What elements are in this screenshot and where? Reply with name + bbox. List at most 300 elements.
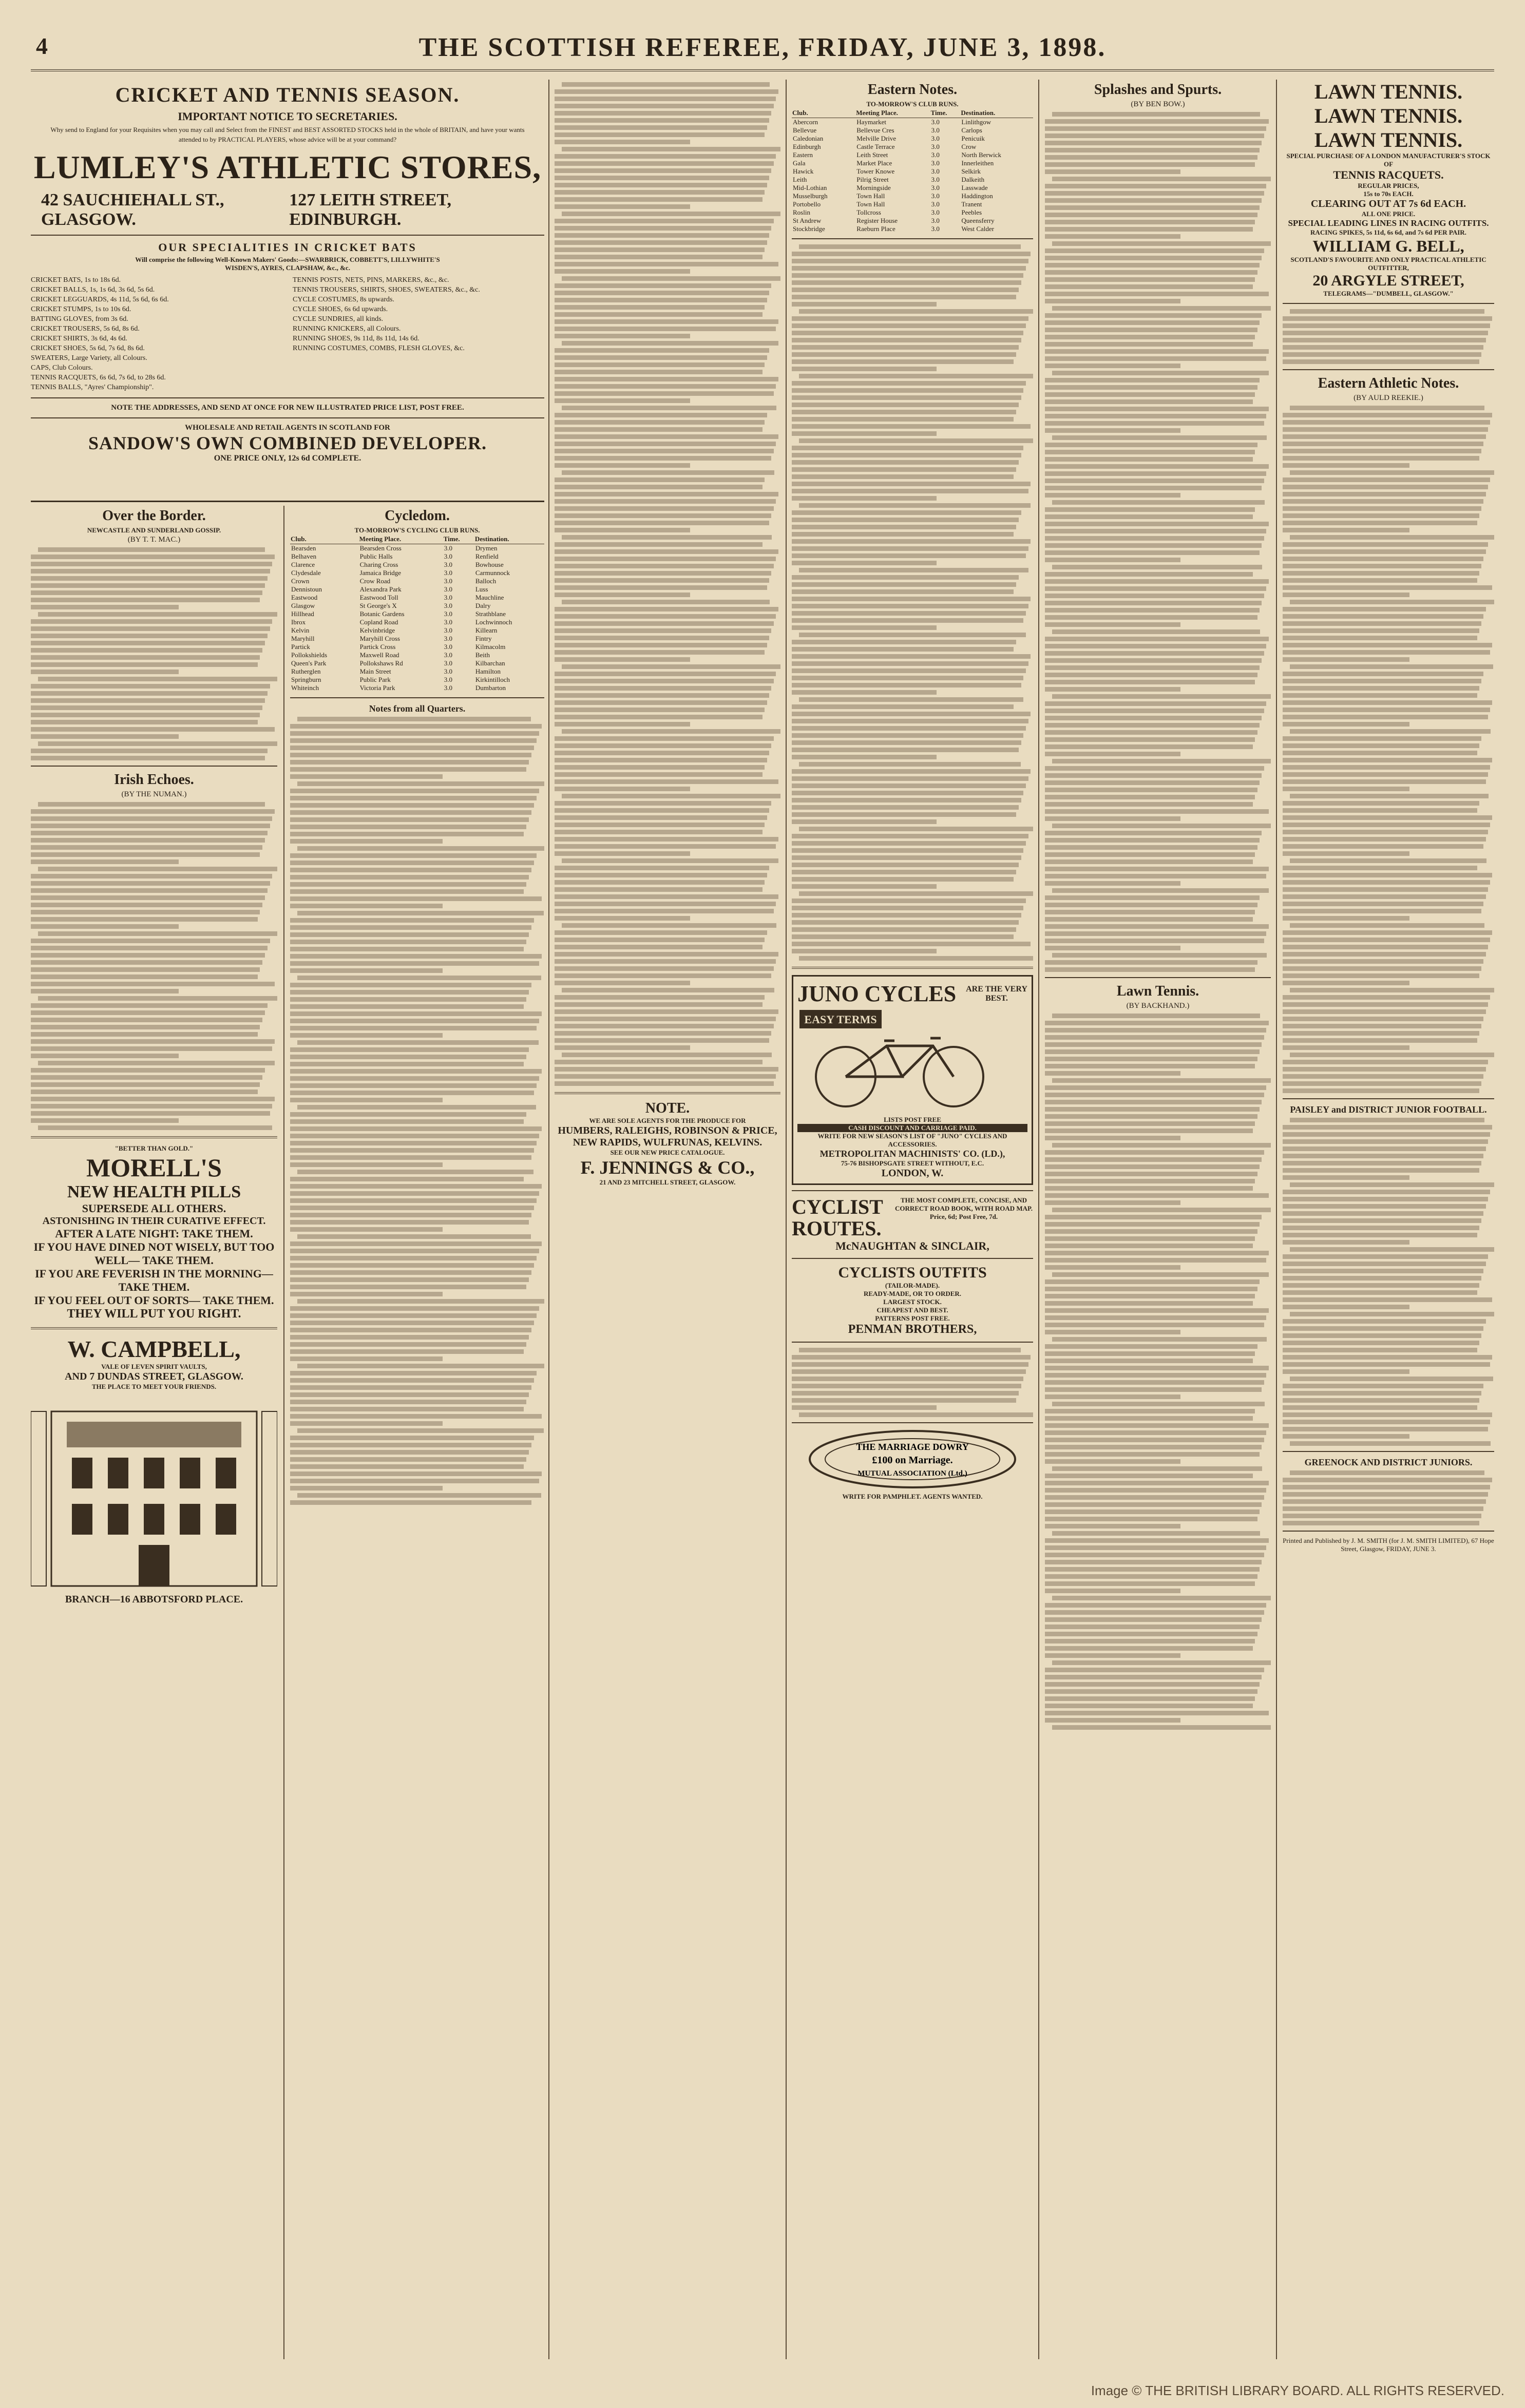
text-line <box>1283 1139 1488 1144</box>
table-cell: 3.0 <box>931 118 940 126</box>
column-header: Club. <box>290 534 359 544</box>
text-line <box>555 528 690 532</box>
text-line <box>792 625 937 630</box>
text-line <box>555 930 767 935</box>
text-line <box>562 470 774 475</box>
text-line <box>1045 1150 1264 1155</box>
text-line <box>1045 550 1260 555</box>
newspaper-title: THE SCOTTISH REFEREE, FRIDAY, JUNE 3, 1898. <box>418 33 1107 62</box>
bell-ad <box>1283 80 1494 298</box>
table-cell: Alexandra Park <box>359 585 402 593</box>
text-line <box>555 442 776 446</box>
table-row <box>792 151 1033 159</box>
greenock-title: GREENOCK AND DISTRICT JUNIORS. <box>1304 1457 1473 1467</box>
text-line <box>1045 1509 1260 1514</box>
juno-title: JUNO CYCLES <box>797 981 957 1006</box>
text-line <box>1283 693 1477 698</box>
text-line <box>555 362 765 367</box>
text-line <box>1283 420 1490 425</box>
text-line <box>1045 148 1260 152</box>
text-line <box>792 719 1028 723</box>
text-line <box>1045 1574 1257 1579</box>
marriage-emblem <box>805 1428 1020 1490</box>
text-line <box>1283 442 1483 446</box>
text-line <box>1052 435 1267 440</box>
table-row <box>290 676 544 684</box>
table-cell: Crow <box>961 143 977 150</box>
bell-product: TENNIS RACQUETS. <box>1333 168 1444 181</box>
text-line <box>1283 1125 1492 1130</box>
text-line <box>1283 787 1409 791</box>
text-line <box>290 753 531 757</box>
text-line <box>1045 881 1180 886</box>
text-line <box>297 1299 544 1304</box>
splashes-byline: (BY BEN BOW.) <box>1131 100 1185 108</box>
text-line <box>555 233 769 238</box>
text-line <box>792 884 937 889</box>
text-line <box>792 1384 1021 1388</box>
text-line <box>555 851 690 856</box>
column-1 <box>31 506 277 2359</box>
table-cell: Lasswade <box>961 184 988 192</box>
table-row <box>792 135 1033 143</box>
text-line <box>1045 529 1266 533</box>
text-line <box>1045 1100 1262 1104</box>
text-line <box>290 1213 531 1217</box>
text-line <box>1052 1725 1271 1730</box>
morell-line4: IF YOU HAVE DINED NOT WISELY, BUT TOO WELL— TAKE THEM. <box>33 1240 275 1267</box>
text-line <box>1045 845 1257 850</box>
text-line <box>1283 887 1488 892</box>
routes-title: CYCLIST ROUTES. <box>792 1195 883 1240</box>
text-line <box>1283 316 1492 321</box>
text-line <box>31 691 268 696</box>
text-line <box>555 628 771 633</box>
text-line <box>799 956 1033 961</box>
text-line <box>1283 880 1490 885</box>
text-line <box>792 819 937 824</box>
text-line <box>1045 126 1266 131</box>
text-line <box>290 1249 539 1253</box>
text-line <box>555 154 776 159</box>
juno-ad <box>792 975 1033 1185</box>
table-row <box>290 684 544 692</box>
text-line <box>1283 751 1477 755</box>
text-line <box>1283 1045 1409 1050</box>
marriage-ad <box>792 1428 1033 1501</box>
table-cell: Hawick <box>793 167 814 175</box>
text-line <box>555 398 690 403</box>
irish-echoes-body <box>31 802 277 1130</box>
lumley-left-item: CAPS, Club Colours. <box>31 364 93 372</box>
text-line <box>1045 1495 1264 1500</box>
lumley-left-item: SWEATERS, Large Variety, all Colours. <box>31 354 147 362</box>
text-line <box>31 749 268 753</box>
table-header <box>290 534 544 544</box>
text-line <box>1045 162 1255 167</box>
text-line <box>1283 959 1483 964</box>
text-line <box>1045 1581 1255 1586</box>
text-line <box>1052 177 1271 181</box>
table-cell: 3.0 <box>444 635 452 642</box>
text-line <box>290 1112 526 1117</box>
juno-company: METROPOLITAN MACHINISTS' CO. (LD.), <box>819 1149 1005 1159</box>
text-line <box>1045 378 1260 383</box>
text-line <box>290 1356 443 1361</box>
lawn-tennis-title: Lawn Tennis. <box>1116 983 1199 999</box>
text-line <box>555 176 769 180</box>
morell-kicker: "BETTER THAN GOLD." <box>115 1144 194 1152</box>
table-cell: Clarence <box>291 561 315 568</box>
text-line <box>555 772 763 777</box>
text-line <box>792 783 1026 788</box>
table-row <box>290 659 544 667</box>
text-line <box>1283 1427 1488 1431</box>
table-cell: Haddington <box>961 192 993 200</box>
text-line <box>1283 722 1409 727</box>
text-line <box>297 781 544 786</box>
text-line <box>555 513 771 518</box>
text-line <box>1283 952 1486 957</box>
text-line <box>290 1486 443 1490</box>
text-line <box>1045 939 1264 943</box>
text-line <box>290 1263 534 1268</box>
over-border-sub: NEWCASTLE AND SUNDERLAND GOSSIP. <box>87 526 221 534</box>
text-line <box>1283 1088 1479 1093</box>
bell-special2: SPECIAL LEADING LINES IN RACING OUTFITS. <box>1288 218 1489 228</box>
ad-heading: CRICKET AND TENNIS SEASON. <box>115 83 460 106</box>
text-line <box>792 920 1019 925</box>
lumley-right-item: RUNNING KNICKERS, all Colours. <box>293 325 401 333</box>
text-line <box>1045 1394 1180 1399</box>
text-line <box>1045 1222 1260 1227</box>
text-line <box>1283 995 1490 1000</box>
text-line <box>1045 658 1262 663</box>
jennings-brands2: NEW RAPIDS, WULFRUNAS, KELVINS. <box>573 1137 763 1148</box>
text-line <box>290 997 526 1002</box>
text-line <box>1283 1478 1492 1482</box>
juno-cash: CASH DISCOUNT AND CARRIAGE PAID. <box>797 1124 1027 1132</box>
text-line <box>38 547 265 552</box>
text-line <box>290 947 524 951</box>
text-line <box>1045 730 1257 735</box>
text-line <box>31 924 179 929</box>
table-row <box>290 569 544 577</box>
text-line <box>290 760 529 765</box>
text-line <box>290 1450 529 1455</box>
text-line <box>555 168 771 173</box>
text-line <box>792 949 937 953</box>
text-line <box>290 861 534 865</box>
text-line <box>1045 227 1253 232</box>
table-cell: 3.0 <box>444 676 452 683</box>
ad-developer-price: ONE PRICE ONLY, 12s 6d COMPLETE. <box>214 454 361 463</box>
bell-filler <box>1283 309 1494 364</box>
table-cell: Haymarket <box>856 118 887 126</box>
text-line <box>792 288 1019 292</box>
text-line <box>1045 328 1257 332</box>
text-line <box>555 614 776 619</box>
text-line <box>555 492 778 496</box>
text-line <box>1045 1258 1266 1263</box>
bell-telegram: TELEGRAMS—"DUMBELL, GLASGOW." <box>1323 290 1454 297</box>
text-line <box>1045 1545 1266 1550</box>
text-line <box>555 348 769 353</box>
table-cell: Linlithgow <box>961 118 992 126</box>
text-line <box>290 1471 542 1476</box>
text-line <box>1283 513 1479 518</box>
text-line <box>1283 449 1481 453</box>
text-line <box>1283 643 1492 647</box>
table-row <box>290 544 544 553</box>
text-line <box>1283 715 1488 719</box>
text-line <box>1052 1596 1271 1600</box>
text-line <box>555 312 763 317</box>
text-line <box>290 1457 526 1462</box>
address-glasgow: 42 SAUCHIEHALL ST., GLASGOW. <box>41 190 224 229</box>
text-line <box>792 359 1014 364</box>
text-line <box>1045 1474 1253 1478</box>
text-line <box>555 966 774 971</box>
text-line <box>1283 966 1481 971</box>
column-2 <box>290 506 544 2359</box>
table-cell: Hillhead <box>291 610 314 618</box>
text-line <box>31 555 275 559</box>
text-line <box>1283 981 1409 985</box>
text-line <box>792 1355 1031 1360</box>
text-line <box>555 902 776 906</box>
text-line <box>792 841 1026 846</box>
table-row <box>792 126 1033 135</box>
routes-ad <box>792 1196 1033 1239</box>
text-line <box>290 889 524 894</box>
table-cell: Peebles <box>961 208 982 216</box>
text-line <box>290 1191 539 1196</box>
lumley-left-item: BATTING GLOVES, from 3s 6d. <box>31 315 128 323</box>
text-line <box>1045 673 1257 677</box>
text-line <box>1283 823 1490 827</box>
text-line <box>297 1493 541 1498</box>
lumley-right-item: TENNIS TROUSERS, SHIRTS, SHOES, SWEATERS, &c., &c. <box>293 286 480 294</box>
text-line <box>1045 874 1266 878</box>
table-cell: Pollokshaws Rd <box>359 659 403 667</box>
table-row <box>792 225 1033 233</box>
text-line <box>555 291 769 295</box>
text-line <box>792 927 1016 932</box>
text-line <box>1045 1625 1260 1629</box>
text-line <box>1283 808 1477 813</box>
table-row <box>290 618 544 626</box>
text-line <box>1283 844 1483 849</box>
text-line <box>1283 1009 1486 1014</box>
text-line <box>290 810 531 815</box>
morell-line1: SUPERSEDE ALL OTHERS. <box>82 1202 226 1215</box>
text-line <box>1045 1157 1262 1162</box>
juno-city: LONDON, W. <box>881 1168 944 1179</box>
text-line <box>38 1061 275 1065</box>
table-cell: 3.0 <box>931 176 940 183</box>
table-cell: 3.0 <box>931 217 940 224</box>
text-line <box>1290 309 1484 314</box>
text-line <box>1283 1499 1486 1504</box>
text-line <box>555 549 778 554</box>
text-line <box>555 873 767 877</box>
table-cell: 3.0 <box>444 659 452 667</box>
campbell-branch: BRANCH—16 ABBOTSFORD PLACE. <box>65 1594 243 1605</box>
text-line <box>31 713 260 717</box>
text-line <box>1045 1502 1262 1507</box>
text-line <box>799 1412 1033 1417</box>
campbell-ad <box>31 1335 277 1606</box>
eastern-runs-table <box>792 108 1033 233</box>
text-line <box>1283 1405 1477 1410</box>
bell-address: 20 ARGYLE STREET, <box>1312 272 1464 289</box>
text-line <box>297 911 544 915</box>
text-line <box>792 323 1026 328</box>
text-line <box>31 720 258 724</box>
text-line <box>1283 1297 1492 1302</box>
text-line <box>799 374 1033 378</box>
text-line <box>1045 1323 1264 1327</box>
table-row <box>290 594 544 602</box>
text-line <box>555 959 776 964</box>
text-line <box>290 1479 539 1483</box>
text-line <box>792 273 1023 278</box>
table-cell: Public Park <box>359 676 391 683</box>
text-line <box>290 1464 524 1469</box>
text-line <box>31 583 265 588</box>
text-line <box>1045 1193 1269 1198</box>
text-line <box>1052 112 1260 117</box>
text-line <box>290 1026 537 1030</box>
text-line <box>1045 205 1260 210</box>
text-line <box>792 683 1021 687</box>
text-line <box>792 769 1031 774</box>
text-line <box>1045 263 1260 267</box>
text-line <box>555 434 778 439</box>
text-line <box>1045 594 1264 598</box>
text-line <box>555 118 769 123</box>
text-line <box>31 562 272 566</box>
text-line <box>555 190 765 195</box>
table-row <box>792 176 1033 184</box>
text-line <box>1045 1049 1260 1054</box>
text-line <box>290 882 526 887</box>
bell-clearing: CLEARING OUT AT 7s 6d EACH. <box>1310 198 1466 209</box>
text-line <box>1052 953 1267 958</box>
text-line <box>1045 249 1264 253</box>
text-line <box>290 853 537 858</box>
text-line <box>1045 220 1255 224</box>
table-cell: 3.0 <box>444 602 452 609</box>
text-line <box>1045 471 1266 476</box>
table-cell: Castle Terrace <box>856 143 895 150</box>
text-line <box>1045 1380 1264 1385</box>
text-line <box>1045 558 1180 562</box>
text-line <box>297 1105 536 1110</box>
table-cell: Clydesdale <box>291 569 321 577</box>
text-line <box>1283 758 1492 762</box>
text-line <box>555 456 771 461</box>
text-line <box>1290 535 1494 540</box>
text-line <box>792 848 1023 853</box>
text-line <box>792 740 1021 745</box>
text-line <box>555 995 765 1000</box>
table-row <box>792 118 1033 127</box>
text-line <box>1283 1081 1481 1086</box>
text-line <box>555 945 763 949</box>
text-line <box>1283 686 1479 691</box>
text-line <box>792 1398 1016 1403</box>
marriage-write: WRITE FOR PAMPHLET. AGENTS WANTED. <box>842 1493 983 1500</box>
text-line <box>1045 1481 1269 1485</box>
text-line <box>1052 1014 1260 1018</box>
over-border-body <box>31 547 277 760</box>
jennings-line1: WE ARE SOLE AGENTS FOR THE PRODUCE FOR <box>589 1117 746 1124</box>
text-line <box>290 724 542 729</box>
text-line <box>290 731 539 736</box>
text-line <box>555 427 763 432</box>
text-line <box>1290 1053 1494 1057</box>
text-line <box>1283 873 1492 877</box>
text-line <box>792 403 1019 407</box>
table-cell: St George's X <box>359 602 397 609</box>
text-line <box>290 1134 539 1138</box>
penman-line4: PATTERNS POST FREE. <box>875 1314 950 1322</box>
text-line <box>555 485 763 489</box>
text-line <box>1283 1485 1490 1489</box>
text-line <box>1045 1560 1262 1564</box>
morell-line3: AFTER A LATE NIGHT: TAKE THEM. <box>55 1227 253 1240</box>
text-line <box>792 431 937 436</box>
text-line <box>290 1004 524 1009</box>
text-line <box>31 903 262 907</box>
text-line <box>1045 1438 1264 1442</box>
table-cell: 3.0 <box>444 610 452 618</box>
text-line <box>792 942 1031 946</box>
penman-name: PENMAN BROTHERS, <box>848 1323 977 1336</box>
text-line <box>555 1060 763 1064</box>
text-line <box>555 255 763 259</box>
text-line <box>290 1062 524 1066</box>
table-cell: Botanic Gardens <box>359 610 405 618</box>
text-line <box>1045 421 1264 426</box>
text-line <box>799 827 1033 831</box>
text-line <box>1045 752 1180 756</box>
text-line <box>792 381 1026 386</box>
table-cell: Caledonian <box>793 135 824 142</box>
text-line <box>1045 852 1255 857</box>
text-line <box>1045 284 1253 289</box>
text-line <box>38 1125 272 1130</box>
text-line <box>1283 679 1481 683</box>
text-line <box>290 1241 542 1246</box>
text-line <box>555 823 765 827</box>
text-line <box>1283 1067 1486 1072</box>
text-line <box>1052 1466 1262 1471</box>
text-line <box>1045 1553 1264 1557</box>
table-cell: Musselburgh <box>793 192 828 200</box>
text-line <box>555 894 778 899</box>
text-line <box>555 97 776 101</box>
morell-ad <box>31 1144 277 1321</box>
text-line <box>1283 1211 1483 1216</box>
text-line <box>1283 1369 1409 1374</box>
text-line <box>1045 1121 1255 1126</box>
text-line <box>555 1009 778 1014</box>
text-line <box>1283 506 1481 511</box>
text-line <box>1045 1488 1266 1493</box>
